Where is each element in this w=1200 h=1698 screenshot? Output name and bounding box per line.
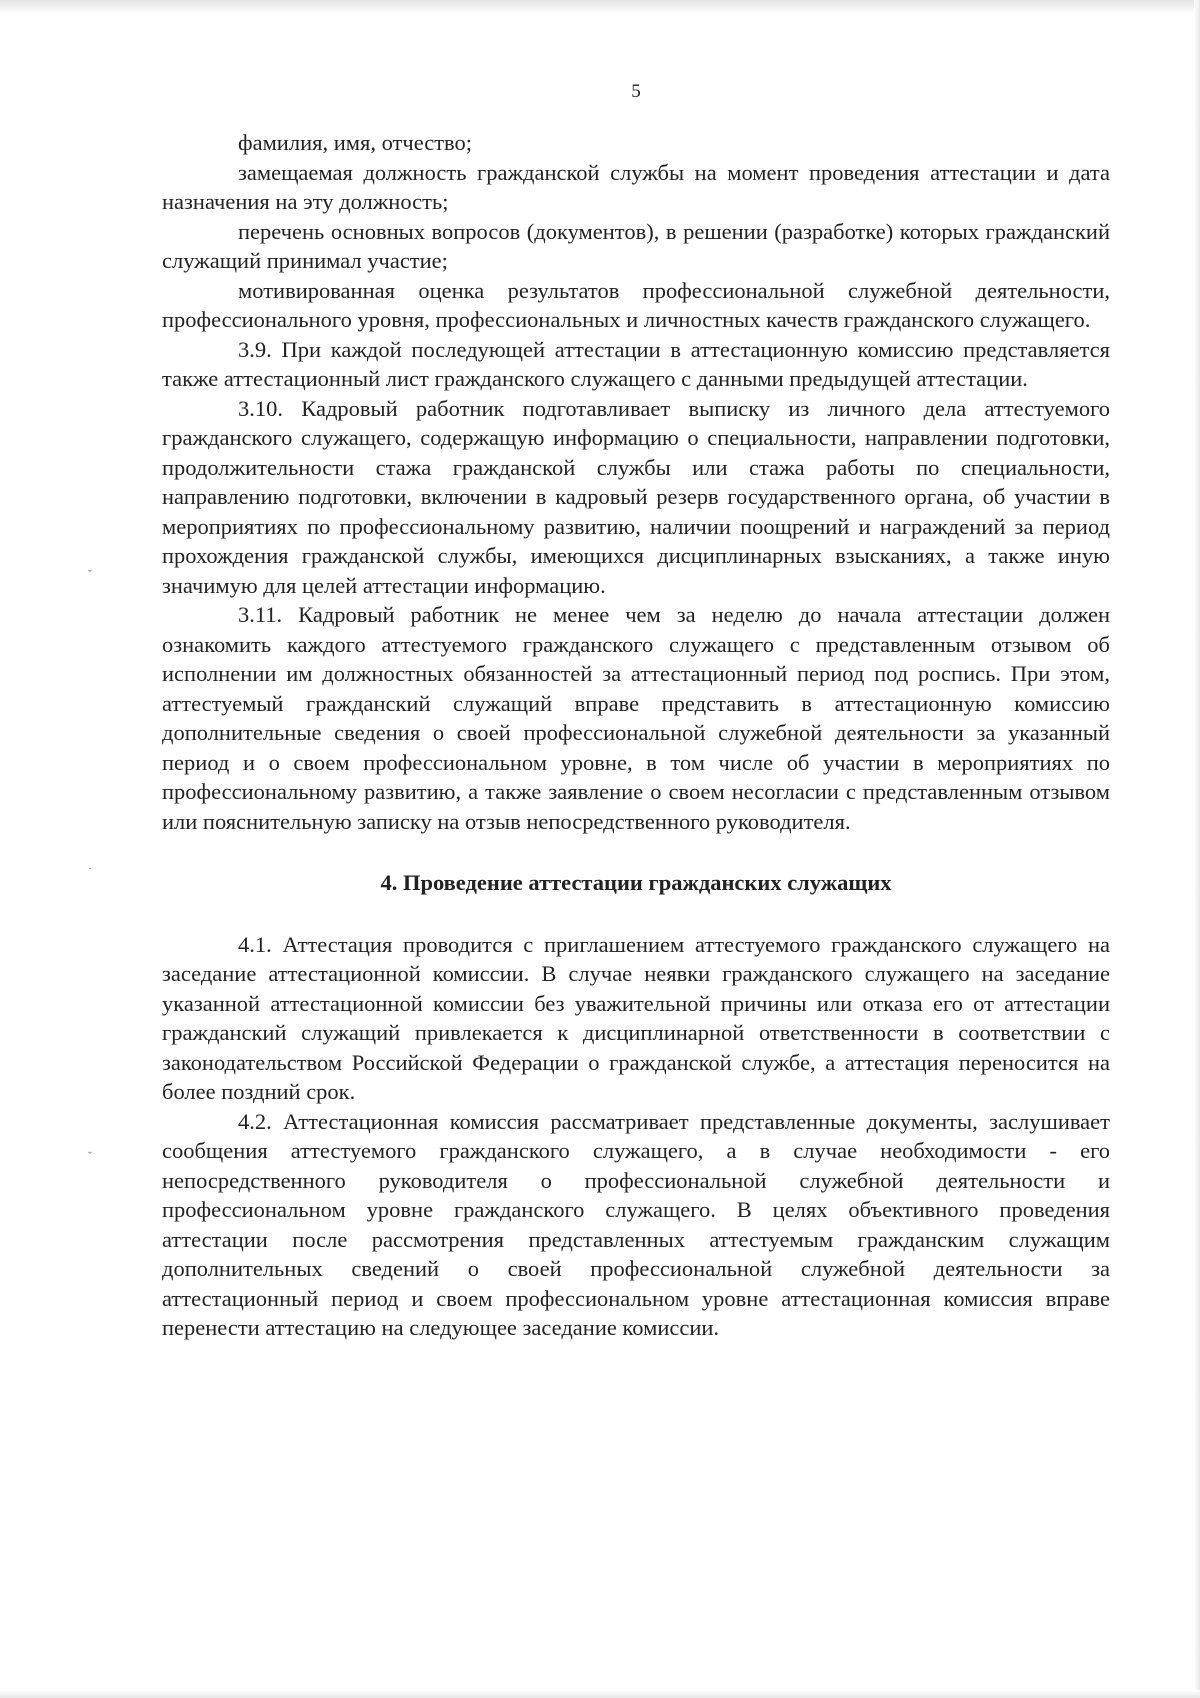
scan-edge-bottom bbox=[0, 1690, 1200, 1698]
paragraph: 3.9. При каждой последующей аттестации в аттестационную комиссию представляется также аттестационный лист гражданского служащего с данными предыдущей аттестации. bbox=[162, 336, 1110, 391]
paragraph: 3.11. Кадровый работник не менее чем за неделю до начала аттестации должен ознакомить каждого аттестуемого гражданского служащего с представленным отзывом об исполнении им должностных обязанностей за аттестационный период под роспись. При этом, аттестуемый гражданский служащий вправе представить в аттестационную комиссию дополнительные сведения о своей профессиональной служебной деятельности за указанный период и о своем профессиональном уровне, в том числе об участии в мероприятиях по профессиональному развитию, а также заявление о своем несогласии с представленным отзывом или пояснительную записку на отзыв непосредственного руководителя. bbox=[162, 602, 1110, 834]
paragraph: 3.10. Кадровый работник подготавливает выписку из личного дела аттестуемого гражданского служащего, содержащую информацию о специальности, направлении подготовки, продолжительности стажа гражданской службы или стажа работы по специальности, направлению подготовки, включении в кадровый резерв государственного органа, об участии в мероприятиях по профессиональному развитию, наличии поощрений и награждений за период прохождения гражданской службы, имеющихся дисциплинарных взысканиях, а также иную значимую для целей аттестации информацию. bbox=[162, 395, 1110, 598]
margin-mark: · bbox=[88, 861, 92, 875]
document-body bbox=[162, 128, 1110, 1343]
scan-edge-right bbox=[1194, 0, 1200, 1698]
paragraph: мотивированная оценка результатов профессиональной служебной деятельности, профессионального уровня, профессиональных и личностных качеств гражданского служащего. bbox=[162, 277, 1110, 332]
spacer bbox=[162, 836, 1110, 868]
paragraph: фамилия, имя, отчество; bbox=[238, 130, 473, 155]
paragraph: 4.2. Аттестационная комиссия рассматривает представленные документы, заслушивает сообщения аттестуемого гражданского служащего, а в случае необходимости - его непосредственного руководителя о профессиональной служебной деятельности и профессиональном уровне гражданского служащего. В целях объективного проведения аттестации после рассмотрения представленных аттестуемым гражданским служащим дополнительных сведений о своей профессиональной служебной деятельности за аттестационный период и своем профессиональном уровне аттестационная комиссия вправе перенести аттестацию на следующее заседание комиссии. bbox=[162, 1108, 1110, 1340]
paragraph: перечень основных вопросов (документов), в решении (разработке) которых гражданский служащий принимал участие; bbox=[162, 218, 1110, 273]
page-number: 5 bbox=[631, 81, 641, 102]
margin-mark: ˇ bbox=[88, 567, 92, 581]
paragraph: замещаемая должность гражданской службы на момент проведения аттестации и дата назначения на эту должность; bbox=[162, 159, 1110, 214]
scan-edge-top bbox=[0, 0, 1200, 14]
section-heading: 4. Проведение аттестации гражданских служащих bbox=[380, 870, 892, 895]
paragraph: 4.1. Аттестация проводится с приглашением аттестуемого гражданского служащего на заседание аттестационной комиссии. В случае неявки гражданского служащего на заседание указанной аттестационной комиссии без уважительной причины или отказа его от аттестации гражданский служащий привлекается к дисциплинарной ответственности в соответствии с законодательством Российской Федерации о гражданской службе, а аттестация переносится на более поздний срок. bbox=[162, 931, 1110, 1104]
spacer bbox=[162, 898, 1110, 930]
margin-mark: ˇ bbox=[88, 1149, 92, 1163]
